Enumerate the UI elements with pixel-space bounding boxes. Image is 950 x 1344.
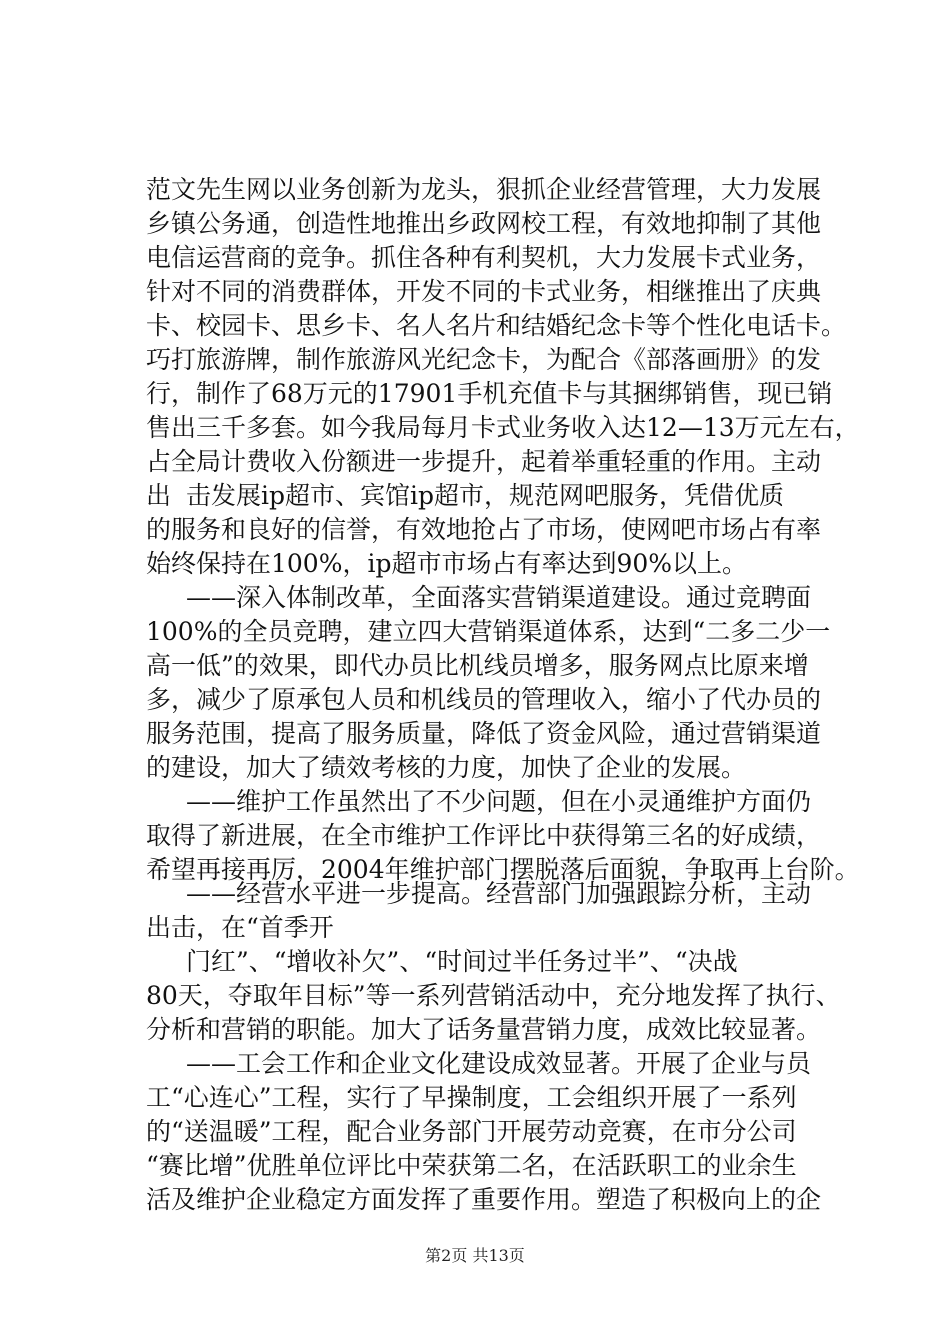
- text-line: 占全局计费收入份额进一步提升，起着举重轻重的作用。主动: [146, 447, 822, 476]
- text-line: 工“心连心”工程，实行了早操制度，工会组织开展了一系列: [146, 1083, 797, 1112]
- text-line: 针对不同的消费群体，开发不同的卡式业务，相继推出了庆典: [146, 277, 822, 306]
- text-line: 活及维护企业稳定方面发挥了重要作用。塑造了积极向上的企: [146, 1185, 822, 1214]
- text-line: 80天，夺取年目标”等一系列营销活动中，充分地发挥了执行、: [146, 981, 841, 1010]
- text-line: ——深入体制改革，全面落实营销渠道建设。通过竞聘面: [186, 583, 812, 612]
- text-line: ——工会工作和企业文化建设成效显著。开展了企业与员: [186, 1049, 812, 1078]
- text-line: 范文先生网以业务创新为龙头，狠抓企业经营管理，大力发展: [146, 175, 822, 204]
- text-line: 击发展ip超市、宾馆ip超市，规范网吧服务，凭借优质: [186, 481, 785, 510]
- paragraph-ip-market: [146, 479, 866, 887]
- text-line: 出: [146, 481, 172, 510]
- text-line: ——维护工作虽然出了不少问题，但在小灵通维护方面仍: [186, 787, 812, 816]
- text-line: 100%的全员竞聘，建立四大营销渠道体系，达到“二多二少一: [146, 617, 831, 646]
- paragraph-marketing-union: [146, 945, 866, 1217]
- text-line: 电信运营商的竞争。抓住各种有利契机，大力发展卡式业务，: [146, 243, 822, 272]
- paragraph-card-business: [146, 173, 866, 513]
- text-line: 分析和营销的职能。加大了话务量营销力度，成效比较显著。: [146, 1015, 822, 1044]
- text-line: “赛比增”优胜单位评比中荣获第二名，在活跃职工的业余生: [146, 1151, 797, 1180]
- text-line: 巧打旅游牌，制作旅游风光纪念卡，为配合《部落画册》的发: [146, 345, 822, 374]
- text-line: 的建设，加大了绩效考核的力度，加快了企业的发展。: [146, 753, 747, 782]
- text-line: 门红”、“增收补欠”、“时间过半任务过半”、“决战: [186, 947, 738, 976]
- text-line: 卡、校园卡、思乡卡、名人名片和结婚纪念卡等个性化电话卡。: [146, 311, 847, 340]
- text-line: 出击，在“首季开: [146, 913, 334, 942]
- text-line: 高一低”的效果，即代办员比机线员增多，服务网点比原来增: [146, 651, 809, 680]
- text-line: 服务范围，提高了服务质量，降低了资金风险，通过营销渠道: [146, 719, 822, 748]
- text-line: 多，减少了原承包人员和机线员的管理收入，缩小了代办员的: [146, 685, 822, 714]
- text-line: 始终保持在100%，ip超市市场占有率达到90%以上。: [146, 549, 748, 578]
- text-line: 取得了新进展，在全市维护工作评比中获得第三名的好成绩，: [146, 821, 822, 850]
- text-line: ——经营水平进一步提高。经营部门加强跟踪分析，主动: [186, 879, 812, 908]
- text-line: 售出三千多套。如今我局每月卡式业务收入达12—13万元左右，: [146, 413, 860, 442]
- text-line: 的服务和良好的信誉，有效地抢占了市场，使网吧市场占有率: [146, 515, 822, 544]
- page-number-footer: 第2页 共13页: [425, 1246, 525, 1265]
- paragraph-operations: [146, 877, 866, 945]
- text-line: 行，制作了68万元的17901手机充值卡与其捆绑销售，现已销: [146, 379, 833, 408]
- text-line: 的“送温暖”工程，配合业务部门开展劳动竞赛，在市分公司: [146, 1117, 797, 1146]
- text-line: 希望再接再厉，2004年维护部门摆脱落后面貌，争取再上台阶。: [146, 855, 860, 884]
- text-line: 乡镇公务通，创造性地推出乡政网校工程，有效地抑制了其他: [146, 209, 822, 238]
